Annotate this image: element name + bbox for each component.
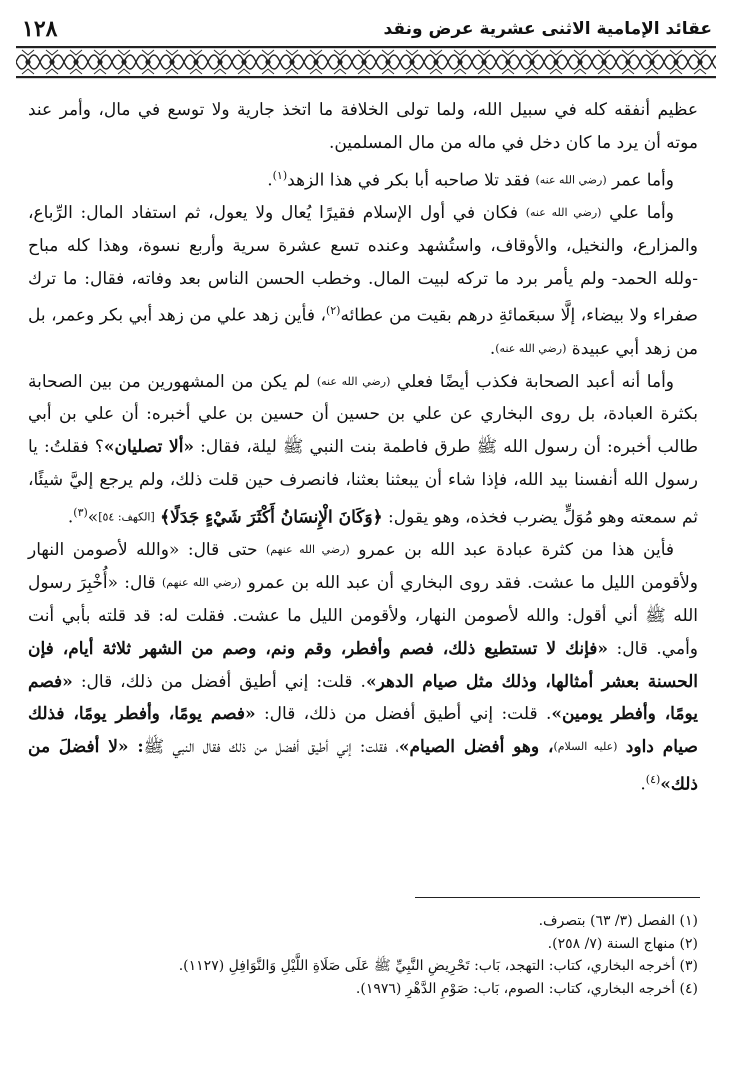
footnote-ref-4[interactable]: (٤) xyxy=(645,772,661,786)
footnote-ref-3[interactable]: (٣) xyxy=(73,505,88,519)
footnote-ref-2[interactable]: (٢) xyxy=(325,304,341,318)
quran-verse: ﴿وَكَانَ الْإِنسَانُ أَكْثَرَ شَيْءٍ جَدَلًا﴾ xyxy=(160,507,383,528)
hadith-quote: «ألا تصليان» xyxy=(103,437,195,458)
paragraph-4: وأما أنه أعبد الصحابة فكذب أيضًا فعلي (رضي الله عنه) لم يكن من المشهورين من بين الصحابة بكثرة العبادة، بل روى البخاري عن علي بن حسين أن حسين بن علي أخبره: أن علي بن أبي طالب أخبره: أن رسول الله ﷺ طرق فاطمة بنت النبي ﷺ ليلة، فقال: «ألا تصليان»؟ فقلتُ: يا رسول الله أنفسنا بيد الله، فإذا شاء أن يبعثنا بعثنا، فانصرف حين قلت ذلك، ولم يرجع إليَّ شيئًا، ثم سمعته وهو مُوَلٍّ يضرب فخذه، وهو يقول: ﴿وَكَانَ الْإِنسَانُ أَكْثَرَ شَيْءٍ جَدَلًا﴾ [الكهف: ٥٤]»$^{(٣)}$. xyxy=(28,371,699,528)
ornament-band xyxy=(16,44,716,80)
hadith-quote: «فصم يومًا، وأفطر يومًا، فذلك صيام داود xyxy=(28,704,698,758)
paragraph-2: وأما عمر (رضي الله عنه) فقد تلا صاحبه أبا بكر في هذا الزهد$^{(١)}$. xyxy=(267,168,674,191)
honorific-saws: ﷺ xyxy=(143,737,165,758)
running-title: عقائد الإمامية الاثنى عشرية عرض ونقد xyxy=(383,19,712,39)
footnotes xyxy=(28,910,698,1000)
paragraph-1: عظيم أنفقه كله في سبيل الله، ولما تولى الخلافة ما اتخذ جارية ولا توسع في مال، وأمر عند موته أن يرد ما كان دخل في ماله من مال المسلمين. xyxy=(28,100,698,153)
honorific-ra: (رضي الله عنه) xyxy=(535,173,607,187)
footnote-ref-1[interactable]: (١) xyxy=(272,168,288,182)
honorific-ra: (رضي الله عنه) xyxy=(495,341,567,355)
paragraph-5: فأين هذا من كثرة عبادة عبد الله بن عمرو (رضي الله عنهم) حتى قال: «والله لأصومن النهار ولأقومن الليل ما عشت. فقد روى البخاري أن عبد الله بن عمرو (رضي الله عنهم) قال: «أُخْبِرَ رسول الله ﷺ أني أقول: والله لأصومن النهار، ولأقومن الليل ما عشت. فقلت له: قد قلته بأبي أنت وأمي. قال: «فإنك لا تستطيع ذلك، فصم وأفطر، وقم ونم، وصم من الشهر ثلاثة أيام، فإن الحسنة بعشر أمثالها، وذلك مثل صيام الدهر». قلت: إني أطيق أفضل من ذلك، قال: «فصم يومًا، وأفطر يومين». قلت: إني أطيق أفضل من ذلك، قال: «فصم يومًا، وأفطر يومًا، فذلك صيام داود (عليه السلام)، وهو أفضل الصيام»، فقلت: إني أطيق أفضل من ذلك فقال النبي ﷺ: «لا أفضلَ من ذلك»$^{(٤)}$. xyxy=(28,540,699,795)
footnote-2: (٢) منهاج السنة (٧/ ٢٥٨). xyxy=(547,935,698,952)
honorific-ra: (رضي الله عنهم) xyxy=(161,576,242,590)
honorific-saws: ﷺ xyxy=(476,437,498,458)
paragraph-3: وأما علي (رضي الله عنه) فكان في أول الإسلام فقيرًا يُعال ولا يعول، ثم استفاد المال: الرِّباع، والمزارع، والنخيل، والأوقاف، واستُشهد وعنده تسع عشرة سرية وأربع نسوة، وهذا كله مباح -ولله الحمد- ولم يأمر برد ما تركه لبيت المال. وخطب الحسن الناس بعد وفاته، فقال: ما ترك صفراء ولا بيضاء، إلَّا سبعَمائةِ درهم بقيت من عطائه$^{(٢)}$، فأين زهد علي من زهد أبي بكر وعمر، بل من زهد أبي عبيدة (رضي الله عنه). xyxy=(28,203,698,359)
verse-reference: [الكهف: ٥٤] xyxy=(98,510,155,524)
honorific-ra: (رضي الله عنه) xyxy=(525,206,602,220)
honorific-saws: ﷺ xyxy=(645,605,666,626)
footnote-4: (٤) أخرجه البخاري، كتاب: الصوم، بَاب: صَوْمِ الدَّهْرِ (١٩٧٦). xyxy=(355,980,698,997)
footnote-1: (١) الفصل (٣/ ٦٣) بتصرف. xyxy=(538,913,698,929)
honorific-ra: (رضي الله عنهم) xyxy=(265,543,350,557)
honorific-saws: ﷺ xyxy=(282,437,304,458)
hadith-quote: «فإنك لا تستطيع ذلك، فصم وأفطر، وقم ونم، وصم من الشهر ثلاثة أيام، فإن الحسنة بعشر أمثالها، وذلك مثل صيام الدهر» xyxy=(28,638,699,692)
honorific-ra: (رضي الله عنه) xyxy=(316,374,391,388)
page-number: ١٢٨ xyxy=(22,16,58,42)
hadith-quote: «فصم يومًا، وأفطر يومين» xyxy=(28,671,698,725)
footnote-3: (٣) أخرجه البخاري، كتاب: التهجد، بَاب: تَحْرِيضِ النَّبِيِّ ﷺ عَلَى صَلَاةِ اللَّيْلِ وَالنَّوَافِلِ (١١٢٧). xyxy=(178,958,698,974)
hadith-quote: : «لا أفضلَ من ذلك» xyxy=(28,737,698,795)
main-text xyxy=(28,94,698,801)
footnote-divider xyxy=(415,897,700,898)
page-header xyxy=(22,14,712,44)
honorific-as: (عليه السلام) xyxy=(553,740,618,754)
